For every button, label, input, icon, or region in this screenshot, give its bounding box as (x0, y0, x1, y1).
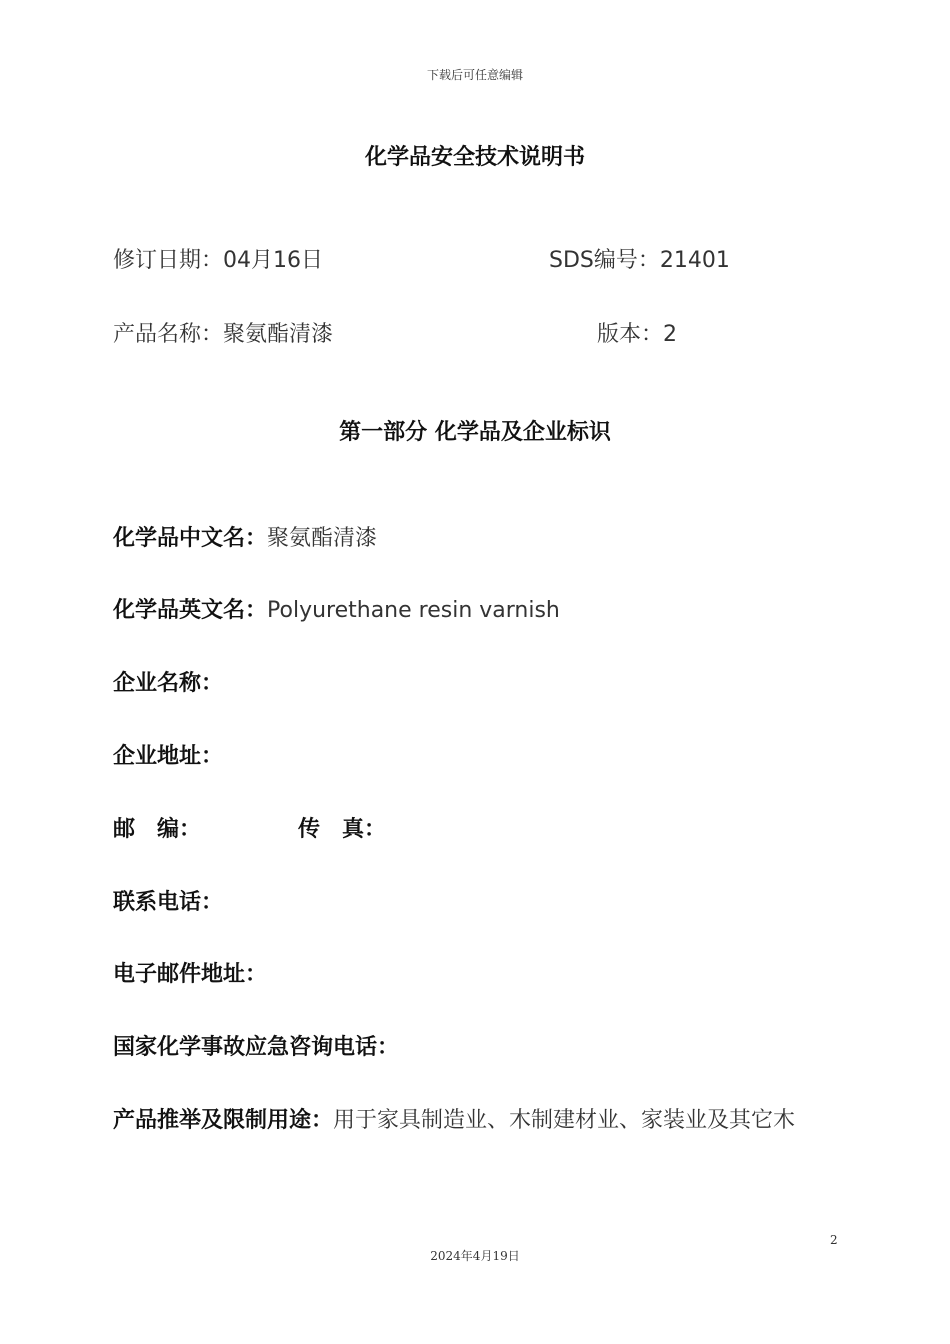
sds-number-value: 21401 (659, 248, 730, 273)
product-name-label: 产品名称： (113, 322, 224, 347)
product-name-value: 聚氨酯清漆 (223, 322, 334, 347)
revision-date (113, 243, 323, 274)
version-label: 版本： (597, 322, 664, 347)
field-cn-name (113, 521, 377, 552)
revision-date-value: 04月16日 (223, 248, 324, 273)
field-fax (298, 812, 386, 843)
field-phone-label: 联系电话： (113, 890, 224, 915)
field-emergency-phone-label: 国家化学事故应急咨询电话： (113, 1035, 400, 1060)
field-en-name-value: Polyurethane resin varnish (267, 598, 560, 623)
field-usage-label: 产品推举及限制用途： (113, 1108, 334, 1133)
section-1-title: 第一部分 化学品及企业标识 (339, 420, 611, 445)
field-emergency-phone (113, 1030, 399, 1061)
field-address (113, 739, 223, 770)
field-email (113, 957, 267, 988)
product-name (113, 317, 333, 348)
version-value: 2 (663, 322, 678, 347)
header-note: 下载后可任意编辑 (426, 68, 523, 82)
version (597, 317, 677, 348)
field-fax-label: 传 真： (298, 817, 387, 842)
field-phone (113, 885, 223, 916)
page-number: 2 (830, 1233, 838, 1247)
revision-date-label: 修订日期： (113, 248, 224, 273)
document-title: 化学品安全技术说明书 (364, 145, 585, 170)
sds-number (549, 243, 730, 274)
field-email-label: 电子邮件地址： (113, 962, 268, 987)
footer-date: 2024年4月19日 (430, 1249, 520, 1263)
field-cn-name-label: 化学品中文名： (113, 526, 268, 551)
field-usage (113, 1103, 795, 1134)
field-postcode-label: 邮 编： (113, 817, 202, 842)
field-en-name-label: 化学品英文名： (113, 598, 268, 623)
field-company (113, 666, 223, 697)
sds-number-label: SDS编号： (549, 248, 660, 273)
field-postcode (113, 812, 201, 843)
field-address-label: 企业地址： (113, 744, 224, 769)
field-cn-name-value: 聚氨酯清漆 (267, 526, 378, 551)
field-company-label: 企业名称： (113, 671, 224, 696)
field-usage-value: 用于家具制造业、木制建材业、家装业及其它木 (333, 1108, 796, 1133)
field-en-name (113, 593, 560, 624)
